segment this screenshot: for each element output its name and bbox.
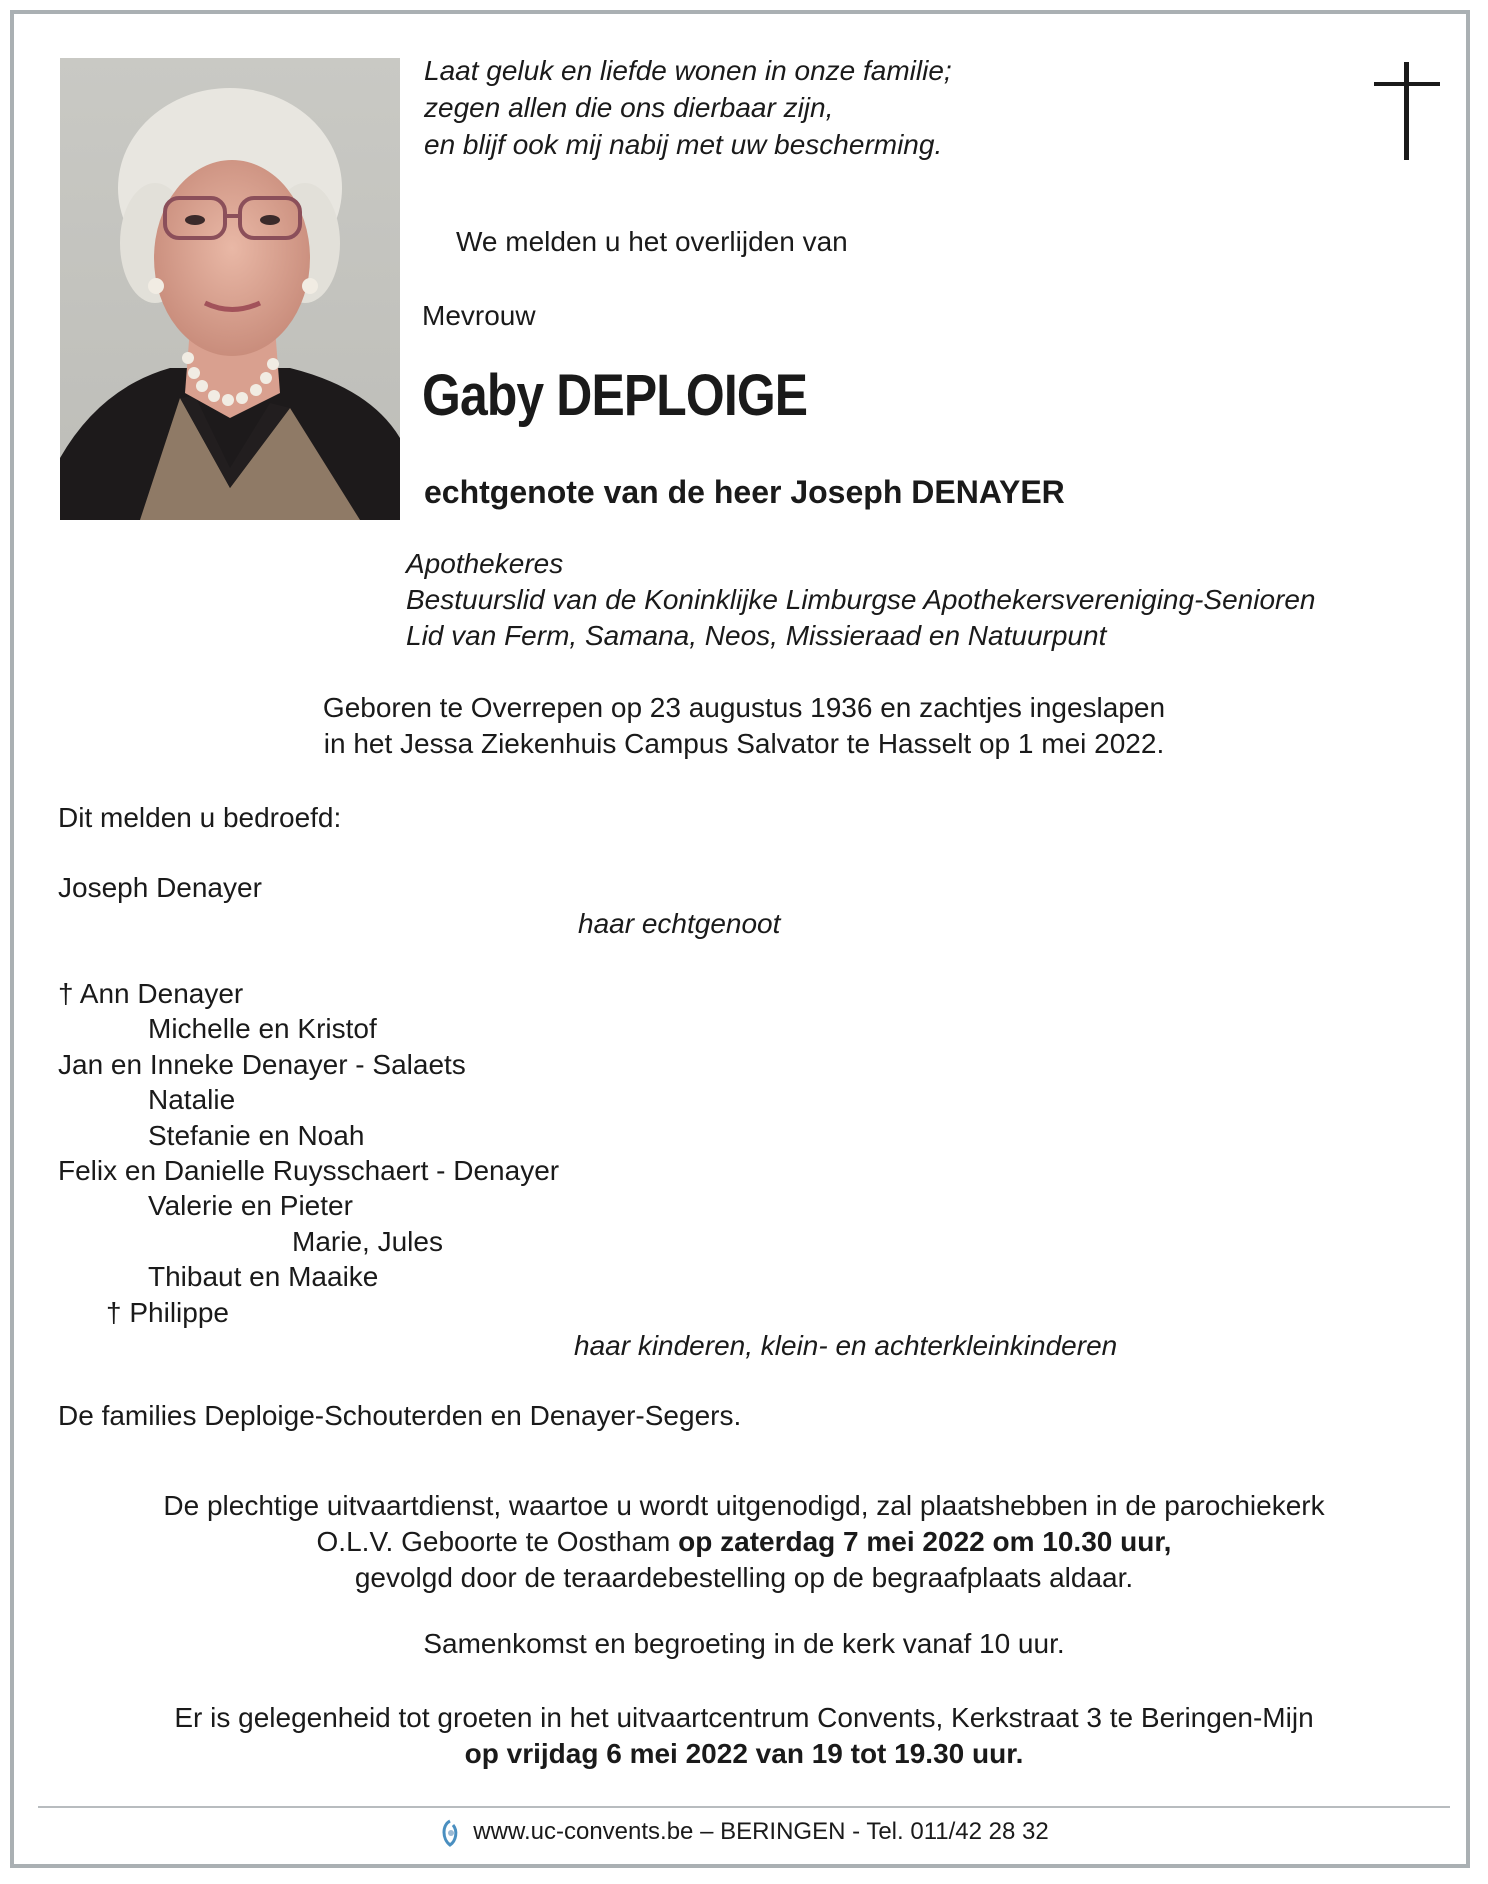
service-line <box>0 1524 1488 1560</box>
gathering: Samenkomst en begroeting in de kerk vanaf 10 uur. <box>423 1628 1065 1659</box>
children-role: haar kinderen, klein- en achterkleinkinderen <box>574 1330 1118 1361</box>
role-line: Lid van Ferm, Samana, Neos, Missieraad en Natuurpunt <box>406 620 1107 651</box>
families: De families Deploige-Schouterden en Denayer-Segers. <box>58 1400 742 1431</box>
spouse-line: echtgenote van de heer Joseph DENAYER <box>424 474 1065 510</box>
roles <box>406 546 1315 654</box>
verse-line: en blijf ook mij nabij met uw bescherming. <box>424 129 943 160</box>
list-item: Stefanie en Noah <box>148 1119 365 1151</box>
husband-role: haar echtgenoot <box>578 908 781 939</box>
service-info <box>0 1488 1488 1596</box>
dates-line: Geboren te Overrepen op 23 augustus 1936 en zachtjes ingeslapen <box>322 692 1166 723</box>
role-line: Apothekeres <box>406 548 564 579</box>
verse-line: zegen allen die ons dierbaar zijn, <box>424 92 834 123</box>
role-line: Bestuurslid van de Koninklijke Limburgse Apothekersvereniging-Senioren <box>406 584 1316 615</box>
dates-line: in het Jessa Ziekenhuis Campus Salvator te Hasselt op 1 mei 2022. <box>323 728 1165 759</box>
service-date: op zaterdag 7 mei 2022 om 10.30 uur, <box>678 1526 1172 1557</box>
list-item: Jan en Inneke Denayer - Salaets <box>58 1048 466 1080</box>
visitation-line: Er is gelegenheid tot groeten in het uitvaartcentrum Convents, Kerkstraat 3 te Beringen-Mijn <box>174 1702 1314 1733</box>
children-list <box>58 976 559 1330</box>
footer <box>0 1818 1488 1847</box>
funeral-home-logo-icon <box>439 1819 461 1847</box>
announcement: We melden u het overlijden van <box>456 226 848 257</box>
list-item: Thibaut en Maaike <box>148 1261 379 1293</box>
deceased-name: Gaby DEPLOIGE <box>422 363 808 428</box>
list-item: Michelle en Kristof <box>148 1013 377 1045</box>
list-item: Felix en Danielle Ruysschaert - Denayer <box>58 1154 560 1186</box>
list-item: Marie, Jules <box>292 1225 443 1257</box>
verse <box>424 52 952 163</box>
husband-name: Joseph Denayer <box>58 872 262 903</box>
cross-icon <box>1374 62 1440 160</box>
visitation-info <box>0 1700 1488 1772</box>
mourners-intro: Dit melden u bedroefd: <box>58 802 342 833</box>
portrait-photo <box>60 58 400 520</box>
verse-line: Laat geluk en liefde wonen in onze familie; <box>424 55 952 86</box>
service-place: O.L.V. Geboorte te Oostham <box>316 1526 679 1557</box>
list-item: † Philippe <box>106 1296 229 1328</box>
visitation-date: op vrijdag 6 mei 2022 van 19 tot 19.30 uur. <box>464 1738 1024 1769</box>
list-item: Natalie <box>148 1084 236 1116</box>
service-line: De plechtige uitvaartdienst, waartoe u wordt uitgenodigd, zal plaatshebben in de parochiekerk <box>163 1490 1325 1521</box>
salutation: Mevrouw <box>422 300 536 331</box>
birth-death-dates <box>0 690 1488 762</box>
list-item: Valerie en Pieter <box>148 1190 353 1222</box>
list-item: † Ann Denayer <box>58 978 244 1009</box>
service-line: gevolgd door de teraardebestelling op de begraafplaats aldaar. <box>354 1562 1134 1593</box>
footer-divider <box>38 1806 1450 1808</box>
footer-contact: www.uc-convents.be – BERINGEN - Tel. 011/42 28 32 <box>473 1818 1049 1845</box>
